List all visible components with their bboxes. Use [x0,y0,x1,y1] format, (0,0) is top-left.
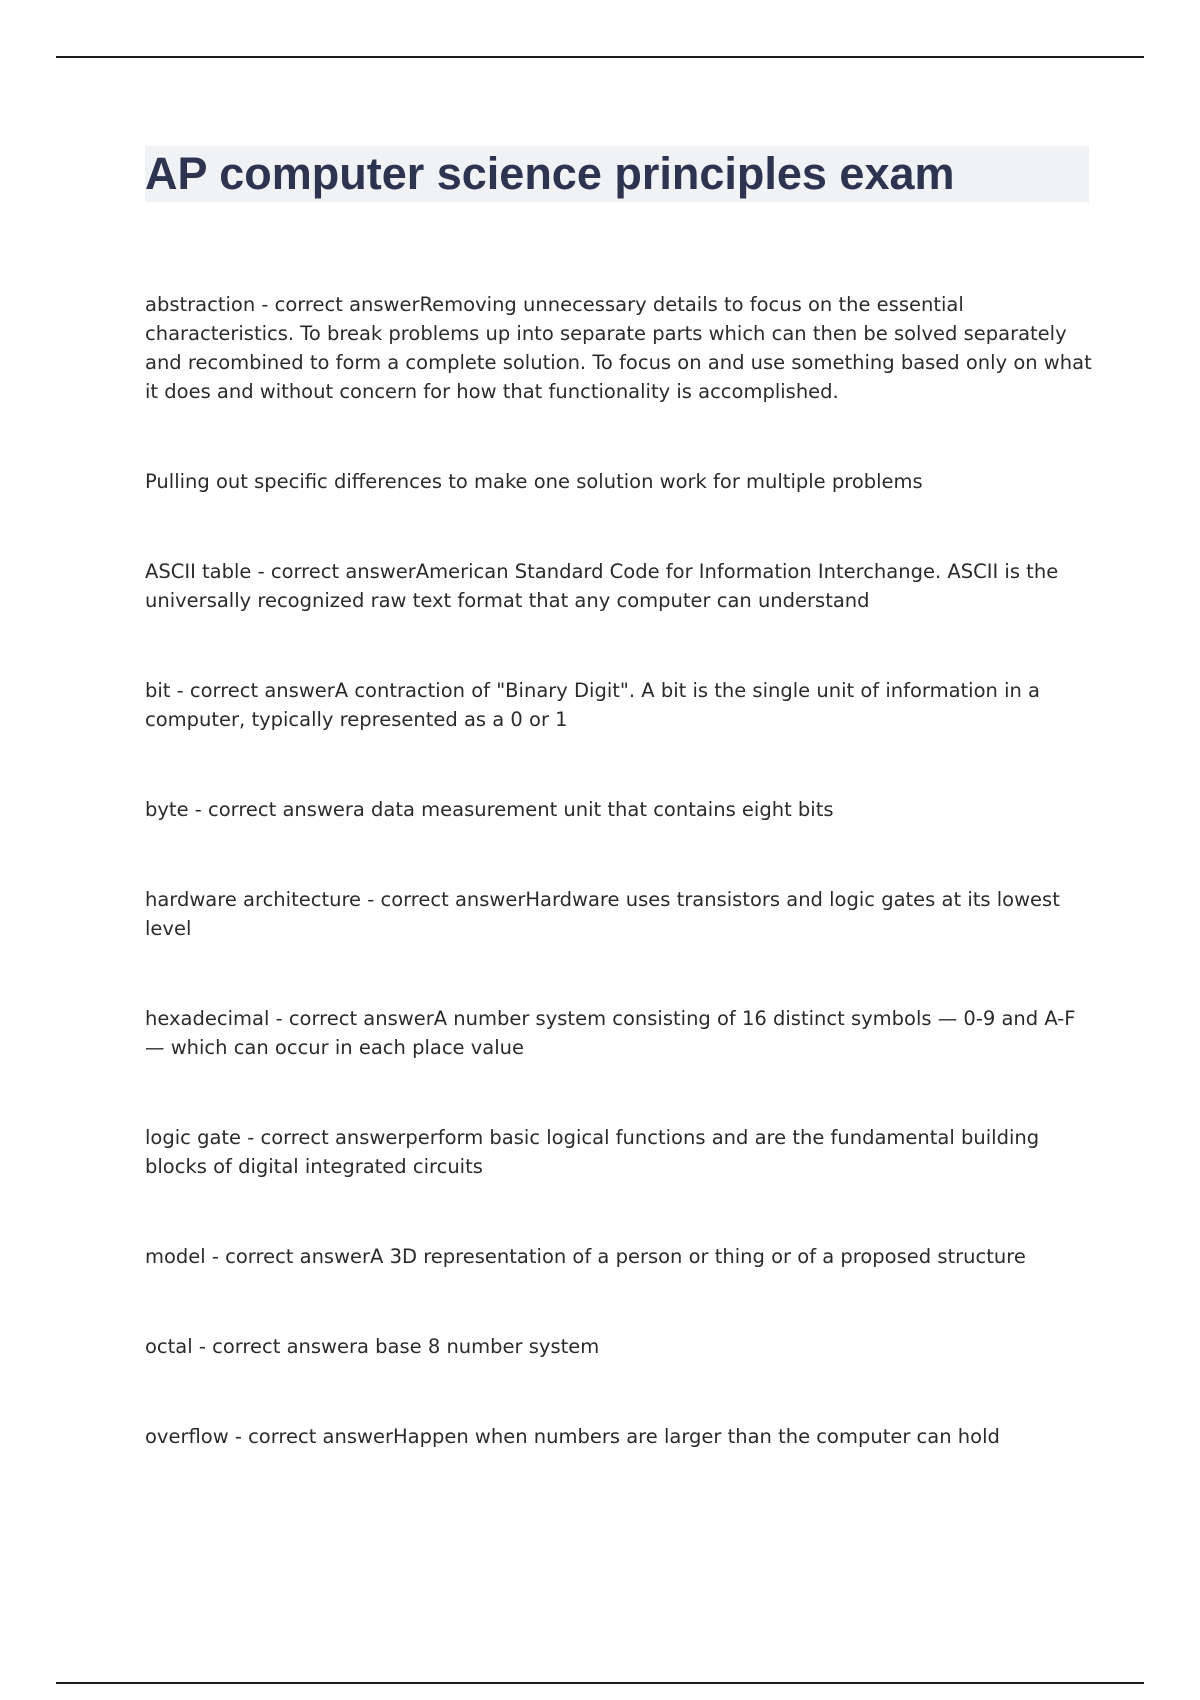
entry-bit: bit - correct answerA contraction of "Binary Digit". A bit is the single unit of information in a computer, typically represented as a 0 or 1 [145,679,1041,731]
entry-octal: octal - correct answera base 8 number system [145,1335,600,1358]
entry-abstraction: abstraction - correct answerRemoving unnecessary details to focus on the essential characteristics. To break problems up into separate parts which can then be solved separately and recombined to form a complete solution. To focus on and use something based only on what it does and without concern for how that functionality is accomplished. [145,293,1092,403]
bottom-divider [56,1682,1144,1684]
entry-hexadecimal: hexadecimal - correct answerA number system consisting of 16 distinct symbols — 0-9 and A-F — which can occur in each place value [145,1007,1076,1059]
entry-byte: byte - correct answera data measurement unit that contains eight bits [145,798,834,821]
page-title: AP computer science principles exam [145,148,955,199]
glossary-list [145,290,1095,1512]
entry-ascii-table: ASCII table - correct answerAmerican Standard Code for Information Interchange. ASCII is the universally recognized raw text format that any computer can understand [145,560,1059,612]
entry-model: model - correct answerA 3D representation of a person or thing or of a proposed structure [145,1245,1026,1268]
entry-hardware-architecture: hardware architecture - correct answerHardware uses transistors and logic gates at its lowest level [145,888,1060,940]
entry-logic-gate: logic gate - correct answerperform basic logical functions and are the fundamental building blocks of digital integrated circuits [145,1126,1040,1178]
entry-abstraction-note: Pulling out specific differences to make one solution work for multiple problems [145,470,923,493]
top-divider [56,56,1144,58]
entry-overflow: overflow - correct answerHappen when numbers are larger than the computer can hold [145,1425,1000,1448]
